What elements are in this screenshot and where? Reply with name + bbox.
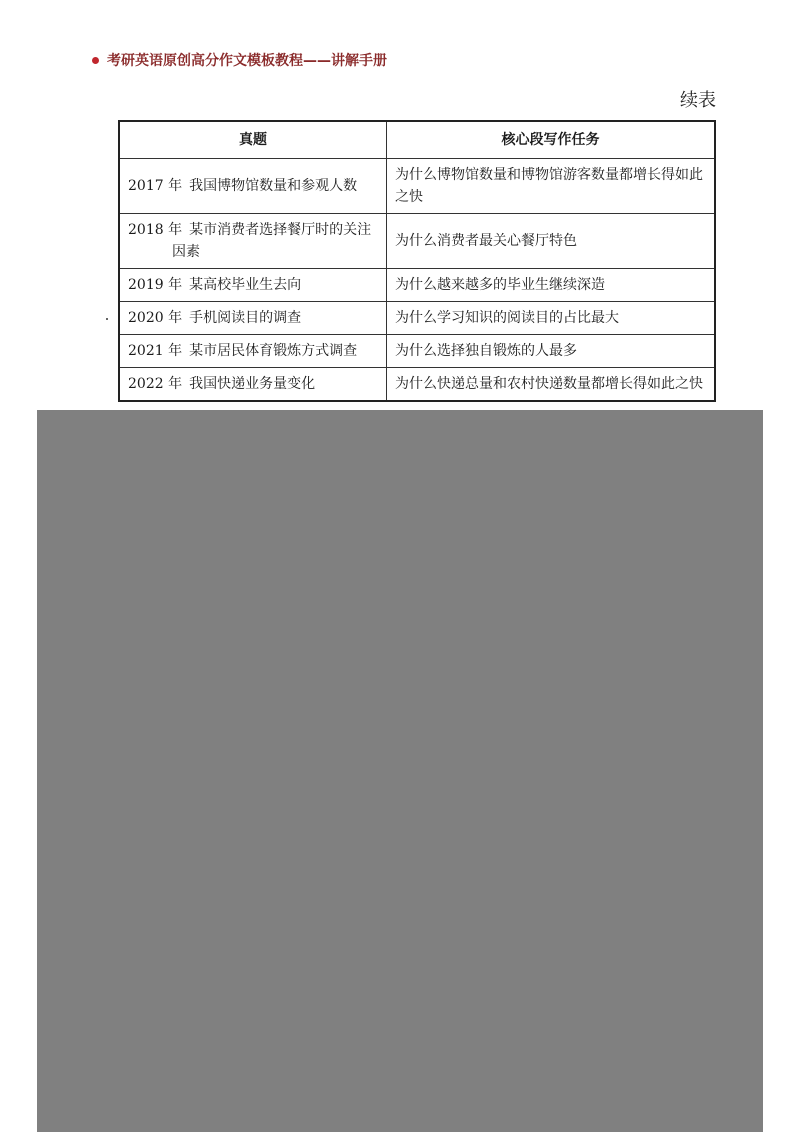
exam-topic: 某市居民体育锻炼方式调查 bbox=[189, 343, 358, 359]
exam-topic-continuation: 因素 bbox=[172, 244, 200, 260]
exam-year: 2021 年 bbox=[128, 343, 183, 359]
exam-cell bbox=[119, 214, 387, 269]
bullet-dot-icon bbox=[92, 57, 99, 64]
column-header-task: 核心段写作任务 bbox=[387, 121, 716, 159]
table-row bbox=[119, 269, 715, 302]
exam-topic: 某高校毕业生去向 bbox=[189, 277, 302, 293]
exam-task-table bbox=[118, 120, 716, 402]
task-cell: 为什么学习知识的阅读目的占比最大 bbox=[387, 302, 716, 335]
table-row bbox=[119, 368, 715, 402]
exam-topic: 某市消费者选择餐厅时的关注 bbox=[189, 222, 372, 238]
continued-label: 续表 bbox=[680, 90, 716, 111]
task-cell: 为什么博物馆数量和博物馆游客数量都增长得如此之快 bbox=[387, 159, 716, 214]
exam-cell bbox=[119, 159, 387, 214]
table-body bbox=[119, 159, 715, 402]
exam-year: 2020 年 bbox=[128, 310, 183, 326]
exam-cell bbox=[119, 269, 387, 302]
exam-cell bbox=[119, 335, 387, 368]
exam-year: 2017 年 bbox=[128, 178, 183, 194]
table-row bbox=[119, 214, 715, 269]
task-cell: 为什么选择独自锻炼的人最多 bbox=[387, 335, 716, 368]
column-header-exam: 真题 bbox=[119, 121, 387, 159]
exam-year: 2022 年 bbox=[128, 376, 183, 392]
exam-cell bbox=[119, 302, 387, 335]
exam-topic: 手机阅读目的调查 bbox=[189, 310, 302, 326]
exam-topic: 我国博物馆数量和参观人数 bbox=[189, 178, 358, 194]
task-cell: 为什么消费者最关心餐厅特色 bbox=[387, 214, 716, 269]
table-row bbox=[119, 302, 715, 335]
exam-topic: 我国快递业务量变化 bbox=[189, 376, 316, 392]
exam-year: 2019 年 bbox=[128, 277, 183, 293]
task-cell: 为什么快递总量和农村快递数量都增长得如此之快 bbox=[387, 368, 716, 402]
exam-cell bbox=[119, 368, 387, 402]
exam-year: 2018 年 bbox=[128, 222, 183, 238]
occlusion-block bbox=[37, 410, 763, 1132]
table-row bbox=[119, 335, 715, 368]
header-title: 考研英语原创高分作文模板教程——讲解手册 bbox=[107, 53, 387, 69]
table-header-row bbox=[119, 121, 715, 159]
running-header bbox=[92, 50, 387, 70]
task-cell: 为什么越来越多的毕业生继续深造 bbox=[387, 269, 716, 302]
margin-mark bbox=[106, 318, 108, 320]
table-row bbox=[119, 159, 715, 214]
